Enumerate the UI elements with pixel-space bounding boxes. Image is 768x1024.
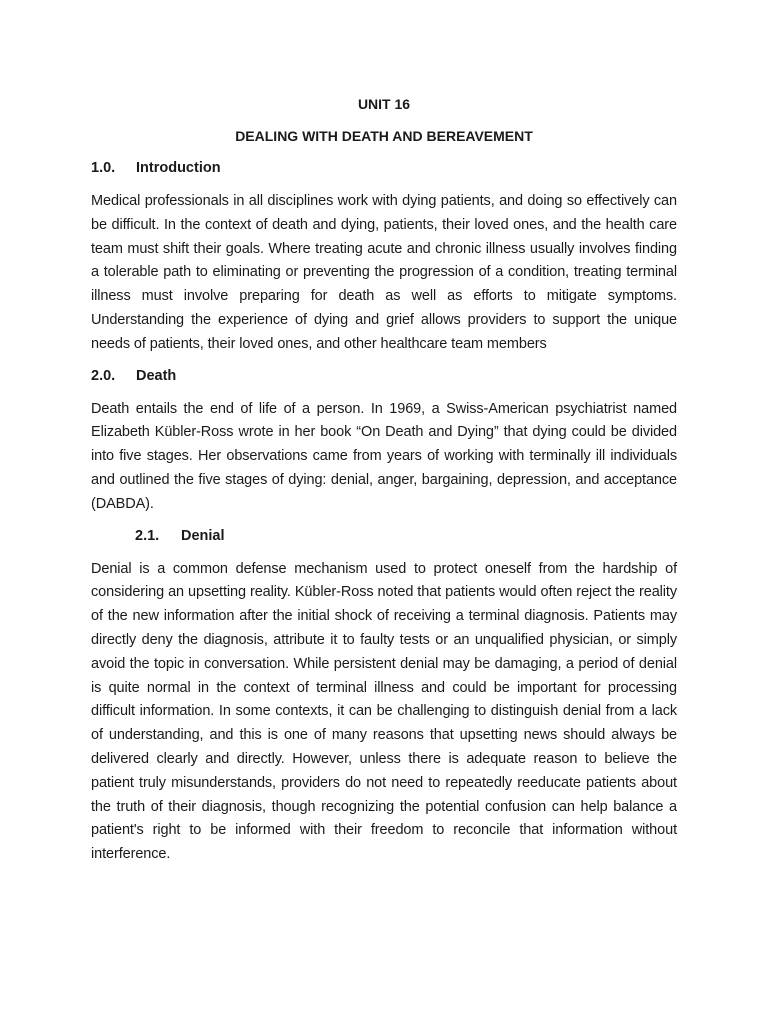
- subsection-heading-denial: [135, 526, 677, 546]
- subsection-number: 2.1.: [135, 527, 160, 544]
- unit-subtitle: DEALING WITH DEATH AND BEREAVEMENT: [235, 128, 533, 144]
- document-page: [91, 94, 677, 876]
- section-title: Death: [136, 367, 177, 384]
- section-title: Introduction: [136, 160, 221, 176]
- section-heading-introduction: [91, 158, 677, 178]
- section-heading-death: [91, 366, 677, 386]
- unit-title: UNIT 16: [357, 96, 411, 112]
- death-paragraph: Death entails the end of life of a person. In 1969, a Swiss-American psychiatrist named Elizabeth Kübler-Ross wrote in her book “On Death and Dying” that dying could be divided into five stages. Her observations came from years of working with terminally ill individuals and outlined the five stages of dying: denial, anger, bargaining, depression, and acceptance (DABDA).: [91, 400, 677, 512]
- subsection-title: Denial: [181, 527, 225, 544]
- section-number: 1.0.: [91, 160, 116, 176]
- denial-paragraph: Denial is a common defense mechanism used to protect oneself from the hardship of considering an upsetting reality. Kübler-Ross noted that patients would often reject the reality of the new information after the initial shock of receiving a terminal diagnosis. Patients may directly deny the diagnosis, attribute it to faulty tests or an unqualified physician, or simply avoid the topic in conversation. While persistent denial may be damaging, a period of denial is quite normal in the context of terminal illness and could be important for processing difficult information. In some contexts, it can be challenging to distinguish denial from a lack of understanding, and this is one of many reasons that upsetting news should always be delivered clearly and directly. However, unless there is adequate reason to believe the patient truly misunderstands, providers do not need to repeatedly reeducate patients about the truth of their diagnosis, though recognizing the potential confusion can help balance a patient's right to be informed with their freedom to reconcile that information without interference.: [91, 560, 677, 863]
- section-number: 2.0.: [91, 367, 116, 384]
- introduction-paragraph: Medical professionals in all disciplines work with dying patients, and doing so effectively can be difficult. In the context of death and dying, patients, their loved ones, and the health care team must shift their goals. Where treating acute and chronic illness usually involves finding a tolerable path to eliminating or preventing the progression of a condition, treating terminal illness must involve preparing for death as well as efforts to mitigate symptoms. Understanding the experience of dying and grief allows providers to support the unique needs of patients, their loved ones, and other healthcare team members: [91, 193, 677, 352]
